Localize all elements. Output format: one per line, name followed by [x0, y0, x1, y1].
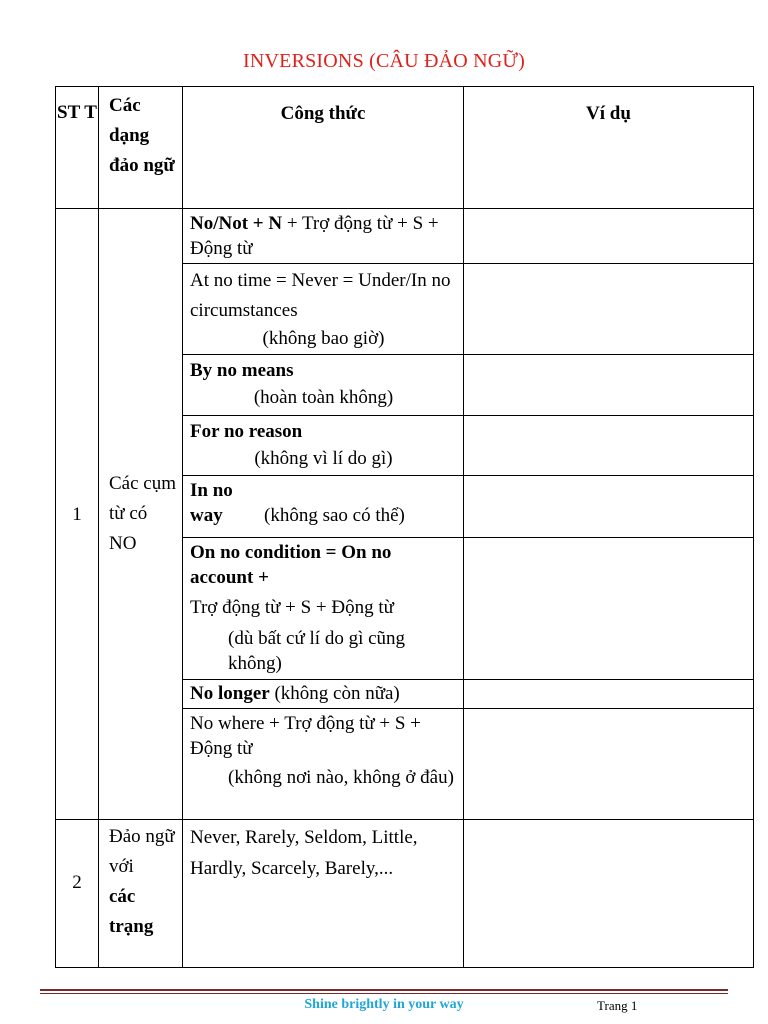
- group-label: Các cụm từ có NO: [99, 209, 183, 820]
- formula-meaning: (không vì lí do gì): [254, 448, 393, 469]
- formula-cell: [183, 264, 464, 355]
- formula-meaning: (không nơi nào, không ở đâu): [228, 767, 454, 788]
- example-cell: [464, 538, 754, 680]
- formula-cell: [183, 209, 464, 264]
- page-number: Trang 1: [597, 998, 638, 1013]
- row-number: 1: [56, 209, 99, 820]
- formula-cell: [183, 476, 464, 538]
- formula-text: Never, Rarely, Seldom, Little, Hardly, Scarcely, Barely,...: [190, 827, 418, 879]
- header-vi-du: Ví dụ: [464, 87, 754, 209]
- footer-slogan: Shine brightly in your way: [304, 997, 464, 1012]
- formula-text: At no time = Never = Under/In no circumstances: [190, 270, 451, 321]
- example-cell: [464, 680, 754, 709]
- formula-cell: [183, 709, 464, 820]
- formula-bold: For no reason: [190, 421, 303, 442]
- footer-divider-thin: [40, 993, 728, 994]
- formula-bold: No longer: [190, 683, 270, 704]
- formula-cell: [183, 538, 464, 680]
- table-header-row: [56, 87, 754, 209]
- formula-text: + Trợ động từ + S + Động từ: [190, 213, 439, 259]
- formula-meaning: (dù bất cứ lí do gì cũng không): [228, 628, 406, 674]
- table-row: [56, 209, 754, 264]
- example-cell: [464, 416, 754, 476]
- formula-text: Trợ động từ + S + Động từ: [190, 597, 394, 618]
- formula-text: No where + Trợ động từ + S + Động từ: [190, 713, 421, 759]
- formula-bold: No/Not + N: [190, 213, 283, 234]
- formula-cell: [183, 680, 464, 709]
- example-cell: [464, 209, 754, 264]
- formula-bold: On no condition = On no account +: [190, 542, 392, 588]
- page-title: INVERSIONS (CÂU ĐẢO NGỮ): [243, 50, 525, 72]
- formula-meaning: (không sao có thể): [264, 505, 405, 526]
- example-cell: [464, 709, 754, 820]
- group-label: [99, 820, 183, 968]
- example-cell: [464, 355, 754, 416]
- formula-bold: In no way: [190, 480, 233, 526]
- formula-cell: [183, 416, 464, 476]
- example-cell: [464, 820, 754, 968]
- footer-divider: [40, 989, 728, 991]
- header-stt: ST T: [56, 87, 99, 209]
- group-label-text: Đảo ngữ với: [109, 826, 175, 877]
- formula-meaning: (không bao giờ): [262, 328, 385, 349]
- formula-meaning: (không còn nữa): [269, 683, 400, 704]
- row-number: 2: [56, 820, 99, 968]
- formula-cell: [183, 355, 464, 416]
- header-cong-thuc: Công thức: [183, 87, 464, 209]
- formula-cell: [183, 820, 464, 968]
- table-row: [56, 820, 754, 968]
- example-cell: [464, 476, 754, 538]
- inversions-table: [55, 86, 754, 968]
- group-label-bold: các trạng: [109, 886, 154, 937]
- example-cell: [464, 264, 754, 355]
- formula-meaning: (hoàn toàn không): [253, 387, 394, 408]
- header-cac-dang: Các dạng đảo ngữ: [99, 87, 183, 209]
- formula-bold: By no means: [190, 360, 294, 381]
